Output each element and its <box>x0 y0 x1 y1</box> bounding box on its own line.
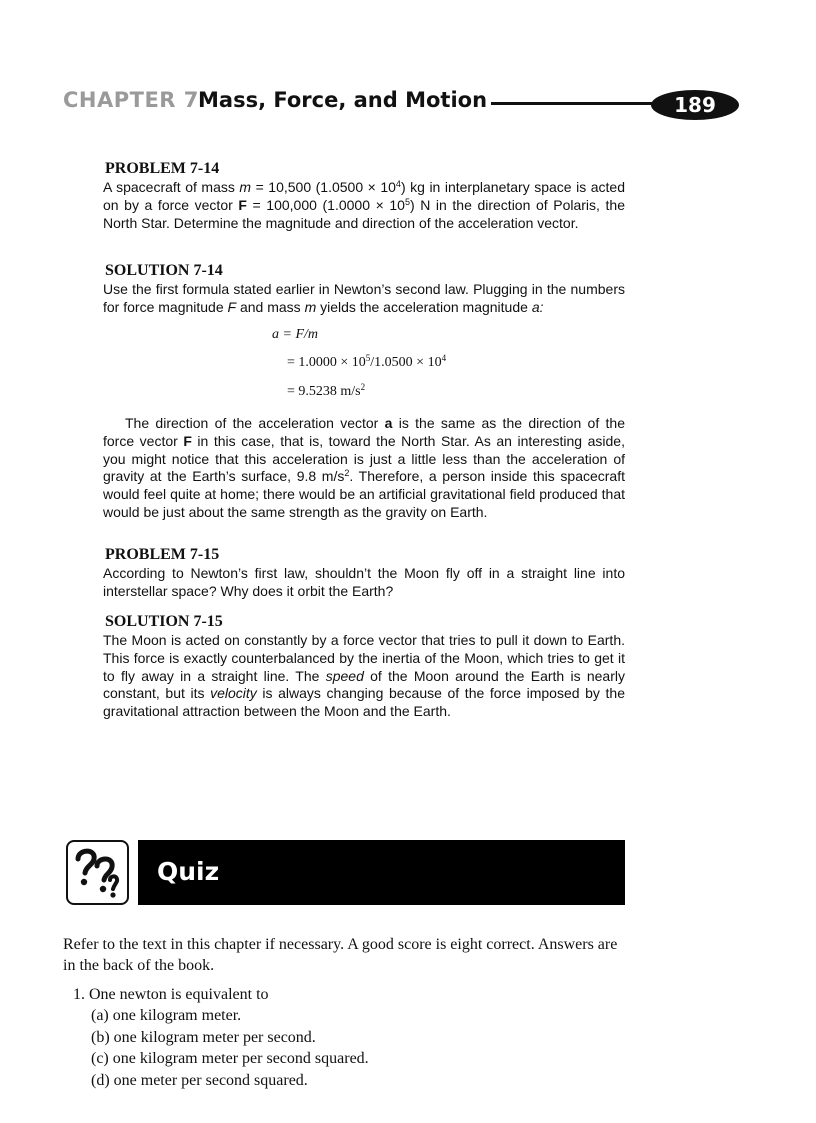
quiz-option-c: (c) one kilogram meter per second squared. <box>91 1050 369 1067</box>
solution-text: Use the first formula stated earlier in Newton’s second law. Plugging in the numbers for force magnitude F and mass m yields the acceleration magnitude a: <box>103 281 625 315</box>
equation-line-3: = 9.5238 $m/s^2$ <box>287 382 366 399</box>
solution-paragraph-2: The direction of the acceleration vector a is the same as the direction of the force vector F in this case, that is, toward the North Star. As an interesting aside, you might notice that this acceleration is just a little less than the acceleration of gravity at the Earth’s surface, 9.8 $m/s^2$. Therefore, a person inside this spacecraft would feel quite at home; there would be an artificial gravitational field produced that would be just about the same strength as the gravity on Earth. <box>103 415 625 520</box>
problem-text: A spacecraft of mass m = 10,500 $(1.0500 \times 10^4)$ kg in interplanetary space is acted on by a force vector F = 100,000 $(1.0000 \times 10^5)$ N in the direction of Polaris, the North Star. Determine the magnitude and direction of the acceleration vector. <box>103 179 625 231</box>
problem-heading: PROBLEM 7-14 <box>105 160 220 177</box>
quiz-intro: Refer to the text in this chapter if necessary. A good score is eight correct. Answers are in the back of the book. <box>63 936 618 974</box>
quiz-question-1: 1. One newton is equivalent to <box>73 986 269 1003</box>
problem-text: According to Newton’s first law, shouldn’t the Moon fly off in a straight line into interstellar space? Why does it orbit the Earth? <box>103 565 625 599</box>
chapter-title: Mass, Force, and Motion <box>198 88 488 112</box>
solution-heading: SOLUTION 7-15 <box>105 613 223 630</box>
page-number: 189 <box>651 90 739 120</box>
solution-heading: SOLUTION 7-14 <box>105 262 223 279</box>
chapter-label: CHAPTER 7 <box>63 88 199 112</box>
quiz-option-d: (d) one meter per second squared. <box>91 1072 308 1089</box>
header-rule <box>491 102 661 105</box>
equation-line-2: = $1.0000 \times 10^5/1.0500 \times 10^4$ <box>287 353 447 370</box>
quiz-question-marks-icon <box>66 840 129 905</box>
solution-text: The Moon is acted on constantly by a force vector that tries to pull it down to Earth. This force is exactly counterbalanced by the inertia of the Moon, which tries to get it to fly away in a straight line. The speed of the Moon around the Earth is nearly constant, but its velocity is always changing because of the force imposed by the gravitational attraction between the Moon and the Earth. <box>103 632 625 720</box>
equation-line-1: a = F/m <box>272 327 318 342</box>
problem-heading: PROBLEM 7-15 <box>105 546 220 563</box>
quiz-option-b: (b) one kilogram meter per second. <box>91 1029 316 1046</box>
quiz-title: Quiz <box>157 857 220 886</box>
quiz-option-a: (a) one kilogram meter. <box>91 1007 242 1024</box>
